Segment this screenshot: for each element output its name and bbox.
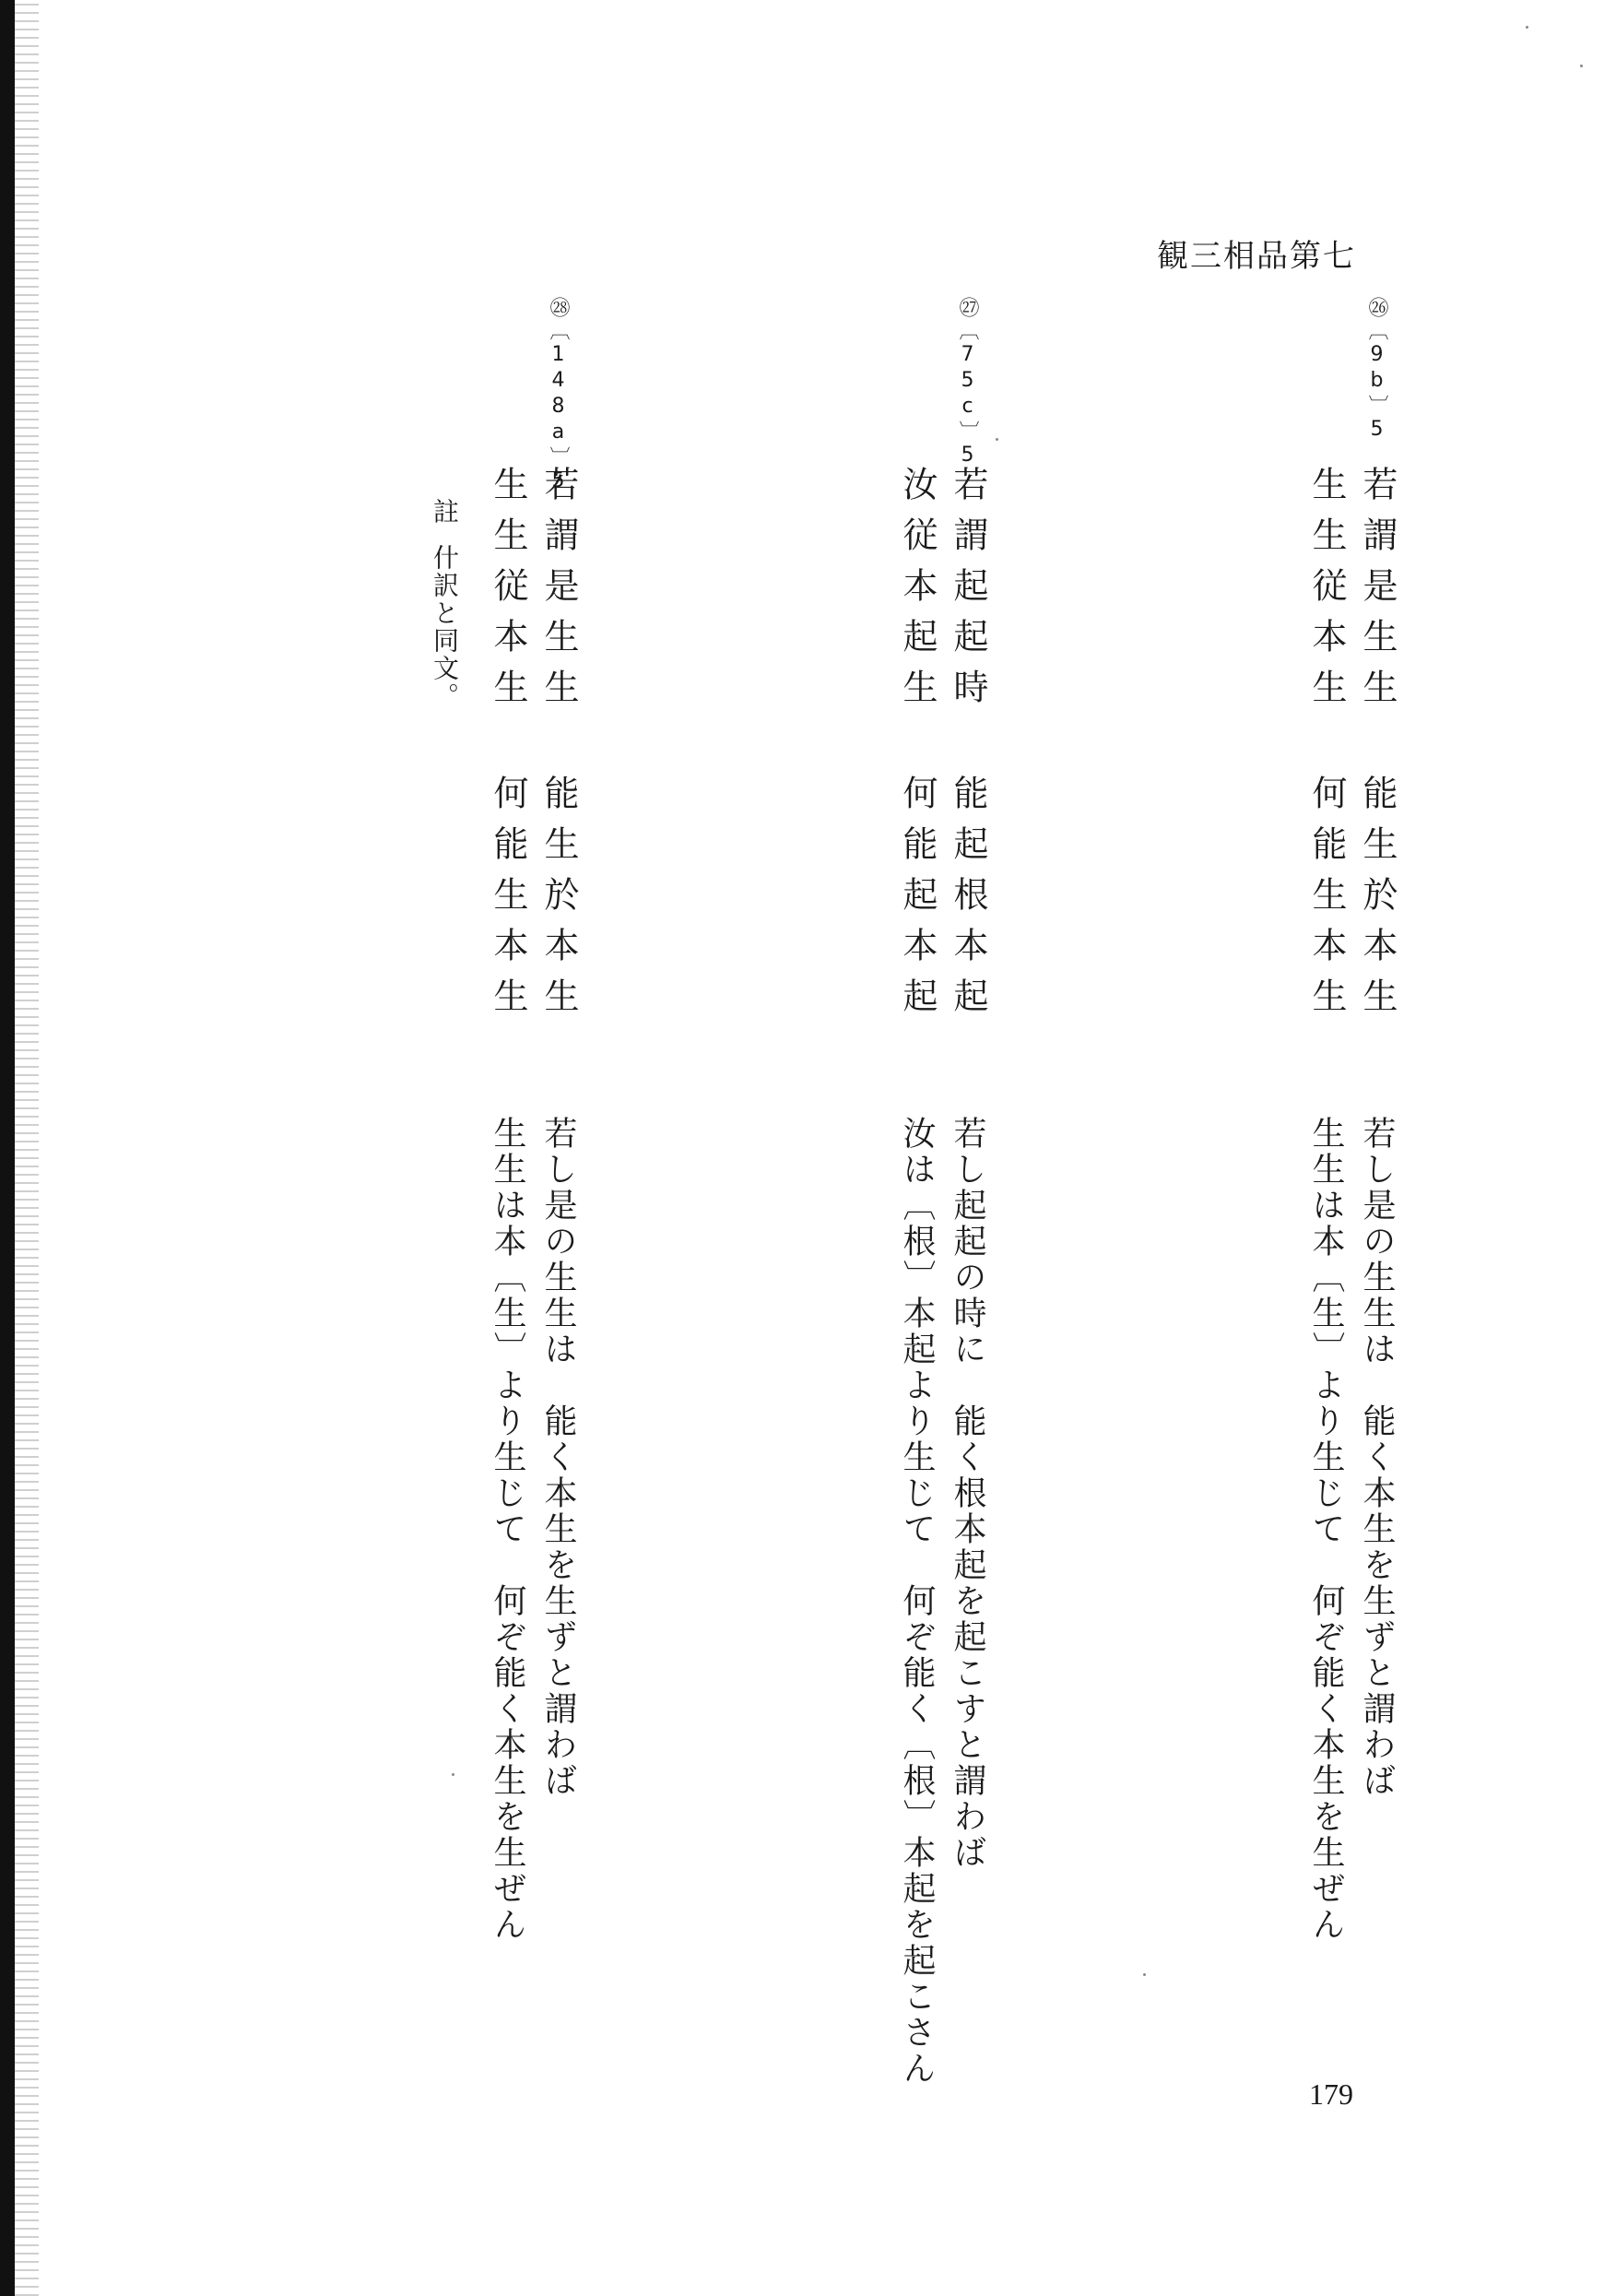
book-spine-shadow (0, 0, 15, 2296)
note-label: 註 (430, 498, 460, 526)
reading-line: 若し是の生生は 能く本生を生ずと謂わば (1358, 1116, 1396, 1799)
running-title: 観三相品第七 (1157, 238, 1356, 275)
verse-line: 何能起本起 (897, 775, 938, 1028)
verse-marker: ㉘〔148a〕5 (547, 297, 570, 495)
verse-line: 若謂是生生 (538, 466, 579, 719)
reading-line: 生生は本〔生〕より生じて 何ぞ能く本生を生ぜん (489, 1116, 526, 1943)
reading-line: 若し是の生生は 能く本生を生ずと謂わば (539, 1116, 577, 1799)
verse-line: 若謂是生生 (1357, 466, 1398, 719)
verse-marker: ㉗〔75c〕5 (956, 297, 979, 469)
verse-line: 若謂起起時 (948, 466, 988, 719)
verse-line: 生生従本生 (1306, 466, 1347, 719)
note-text: 什訳と同文。 (430, 544, 460, 710)
scan-speck (1580, 65, 1583, 67)
verse-line: 能生於本生 (1357, 775, 1398, 1028)
reading-line: 汝は〔根〕本起より生じて 何ぞ能く〔根〕本起を起こさん (898, 1116, 936, 2087)
verse-line: 汝従本起生 (897, 466, 938, 719)
scan-speck (1143, 1973, 1146, 1976)
scan-speck (1526, 26, 1528, 29)
reading-line: 生生は本〔生〕より生じて 何ぞ能く本生を生ぜん (1307, 1116, 1345, 1943)
verse-marker: ㉖〔9b〕5 (1365, 297, 1388, 444)
verse-line: 何能生本生 (1306, 775, 1347, 1028)
page-number: 179 (1309, 2077, 1353, 2111)
scan-speck (452, 1773, 454, 1776)
verse-line: 能生於本生 (538, 775, 579, 1028)
scan-edge-noise (15, 0, 39, 2296)
verse-line: 生生従本生 (488, 466, 528, 719)
verse-line: 能起根本起 (948, 775, 988, 1028)
reading-line: 若し起起の時に 能く根本起を起こすと謂わば (949, 1116, 986, 1871)
verse-line: 何能生本生 (488, 775, 528, 1028)
scan-speck (996, 438, 998, 441)
